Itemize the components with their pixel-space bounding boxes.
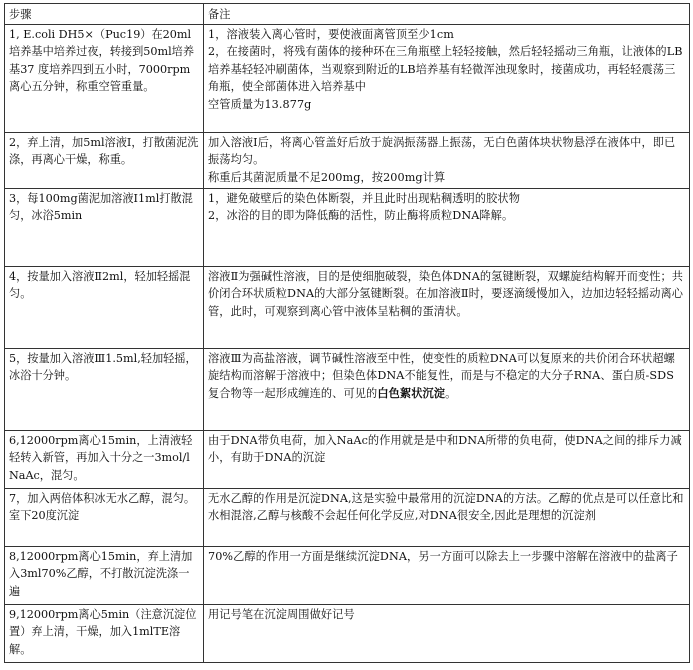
note-cell xyxy=(204,188,690,266)
note-cell xyxy=(204,266,690,348)
table-row xyxy=(5,604,690,662)
note-line: 溶液Ⅱ为强碱性溶液，目的是使细胞破裂，染色体DNA的氢键断裂，双螺旋结构解开而变性；共价闭合环状质粒DNA的大部分氢键断裂。在加溶液Ⅱ时，要逐滴缓慢加入，边加边轻轻摇动离心管，此时，可观察到离心管中液体呈粘稠的蛋清状。 xyxy=(208,269,684,318)
note-line: 加入溶液Ⅰ后，将离心管盖好后放于旋涡振荡器上振荡，无白色菌体块状物悬浮在液体中，即已振荡均匀。 xyxy=(208,135,676,167)
table-row xyxy=(5,132,690,188)
header-step: 步骤 xyxy=(5,4,204,25)
step-cell: 7，加入两倍体积冰无水乙醇，混匀。室下20度沉淀 xyxy=(5,488,204,546)
table-row xyxy=(5,266,690,348)
step-cell: 1, E.coli DH5×（Puc19）在20ml培养基中培养过夜，转接到50ml培养基37 度培养四到五小时，7000rpm离心五分钟，称重空管重量。 xyxy=(5,24,204,132)
step-cell: 8,12000rpm离心15min，弃上清加入3ml70%乙醇，不打散沉淀洗涤一遍 xyxy=(5,546,204,604)
note-line: 称重后其菌泥质量不足200mg，按200mg计算 xyxy=(208,170,446,184)
step-cell: 3，每100mg菌泥加溶液I1ml打散混匀，冰浴5min xyxy=(5,188,204,266)
header-note: 备注 xyxy=(204,4,690,25)
table-row xyxy=(5,430,690,488)
note-line: 无水乙醇的作用是沉淀DNA,这是实验中最常用的沉淀DNA的方法。乙醇的优点是可以任意比和水相混溶,乙醇与核酸不会起任何化学反应,对DNA很安全,因此是理想的沉淀剂 xyxy=(208,491,684,523)
note-text-tail: 。 xyxy=(445,386,457,400)
table-row xyxy=(5,488,690,546)
step-cell: 5，按量加入溶液Ⅲ1.5ml,轻加轻摇，冰浴十分钟。 xyxy=(5,348,204,430)
note-line: 1，溶液装入离心管时，要使液面离管顶至少1cm xyxy=(208,27,454,41)
step-cell: 6,12000rpm离心15min，上清液轻轻转入新管，再加入十分之一3mol/lNaAc，混匀。 xyxy=(5,430,204,488)
note-line: 2，冰浴的目的即为降低酶的活性，防止酶将质粒DNA降解。 xyxy=(208,209,514,223)
table-row xyxy=(5,348,690,430)
note-cell xyxy=(204,488,690,546)
note-cell xyxy=(204,546,690,604)
table-row xyxy=(5,24,690,132)
note-line: 70%乙醇的作用一方面是继续沉淀DNA，另一方面可以除去上一步骤中溶解在溶液中的盐离子 xyxy=(208,549,678,563)
note-line: 用记号笔在沉淀周围做好记号 xyxy=(208,607,355,621)
note-line: 1，避免破壁后的染色体断裂，并且此时出现粘稠透明的胶状物 xyxy=(208,191,520,205)
table-header-row xyxy=(5,4,690,25)
step-cell: 4，按量加入溶液Ⅱ2ml，轻加轻摇混匀。 xyxy=(5,266,204,348)
note-line: 2，在接菌时，将残有菌体的接种环在三角瓶壁上轻轻接触，然后轻轻摇动三角瓶，让液体的LB培养基轻轻冲刷菌体，当观察到附近的LB培养基有轻微浑浊现象时，接菌成功，再轻轻震荡三角瓶，使全部菌体进入培养基中 xyxy=(208,45,683,94)
note-line: 由于DNA带负电荷，加入NaAc的作用就是是中和DNA所带的负电荷，使DNA之间的排斥力减小，有助于DNA的沉淀 xyxy=(208,433,682,465)
step-cell: 2，弃上清，加5ml溶液Ⅰ，打散菌泥洗涤，再离心干燥，称重。 xyxy=(5,132,204,188)
table-row xyxy=(5,188,690,266)
note-cell xyxy=(204,348,690,430)
note-cell xyxy=(204,24,690,132)
protocol-table xyxy=(4,3,690,663)
note-line: 空管质量为13.877g xyxy=(208,97,312,111)
note-cell xyxy=(204,604,690,662)
note-text: 溶液Ⅲ为高盐溶液，调节碱性溶液至中性，使变性的质粒DNA可以复原来的共价闭合环状超螺旋结构而溶解于溶液中；但染色体DNA不能复性，而是与不稳定的大分子RNA、蛋白质-SDS复合物等一起形成缠连的、可见的 xyxy=(208,351,675,400)
table-row xyxy=(5,546,690,604)
note-emphasis: 白色絮状沉淀 xyxy=(377,385,446,400)
note-cell xyxy=(204,430,690,488)
note-cell xyxy=(204,132,690,188)
step-cell: 9,12000rpm离心5min（注意沉淀位置）弃上清，干燥，加入1mlTE溶解。 xyxy=(5,604,204,662)
